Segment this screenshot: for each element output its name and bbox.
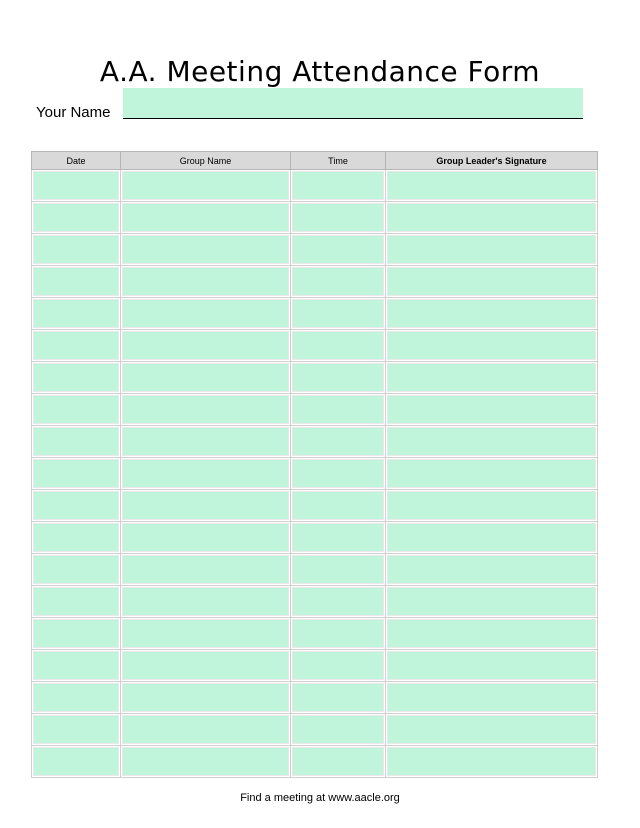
table-row bbox=[32, 746, 598, 778]
signature-field[interactable] bbox=[387, 203, 596, 232]
table-cell bbox=[32, 202, 121, 234]
signature-field[interactable] bbox=[387, 683, 596, 712]
table-cell bbox=[121, 234, 291, 266]
table-row bbox=[32, 682, 598, 714]
time-field[interactable] bbox=[292, 235, 384, 264]
date-field[interactable] bbox=[33, 427, 119, 456]
signature-field[interactable] bbox=[387, 331, 596, 360]
footer-text: Find a meeting at www.aacle.org bbox=[240, 792, 400, 804]
time-field[interactable] bbox=[292, 683, 384, 712]
table-cell bbox=[291, 394, 386, 426]
date-field[interactable] bbox=[33, 619, 119, 648]
table-cell bbox=[386, 394, 598, 426]
signature-field[interactable] bbox=[387, 267, 596, 296]
table-row bbox=[32, 170, 598, 202]
table-cell bbox=[291, 714, 386, 746]
table-cell bbox=[121, 746, 291, 778]
your-name-label: Your Name bbox=[36, 104, 111, 121]
time-field[interactable] bbox=[292, 427, 384, 456]
table-cell bbox=[32, 298, 121, 330]
table-cell bbox=[32, 426, 121, 458]
table-cell bbox=[32, 234, 121, 266]
table-cell bbox=[121, 362, 291, 394]
group-name-field[interactable] bbox=[122, 427, 289, 456]
group-name-field[interactable] bbox=[122, 267, 289, 296]
signature-field[interactable] bbox=[387, 747, 596, 776]
table-cell bbox=[121, 458, 291, 490]
table-cell bbox=[121, 266, 291, 298]
table-cell bbox=[121, 426, 291, 458]
table-cell bbox=[386, 266, 598, 298]
table-cell bbox=[291, 362, 386, 394]
table-cell bbox=[291, 330, 386, 362]
your-name-field[interactable] bbox=[123, 88, 583, 119]
table-cell bbox=[32, 170, 121, 202]
table-cell bbox=[32, 330, 121, 362]
date-field[interactable] bbox=[33, 267, 119, 296]
time-field[interactable] bbox=[292, 619, 384, 648]
signature-field[interactable] bbox=[387, 555, 596, 584]
table-cell bbox=[121, 170, 291, 202]
date-field[interactable] bbox=[33, 651, 119, 680]
table-cell bbox=[32, 362, 121, 394]
table-cell bbox=[32, 650, 121, 682]
time-field[interactable] bbox=[292, 171, 384, 200]
date-field[interactable] bbox=[33, 523, 119, 552]
table-cell bbox=[121, 554, 291, 586]
signature-field[interactable] bbox=[387, 715, 596, 744]
table-cell bbox=[121, 490, 291, 522]
table-row bbox=[32, 234, 598, 266]
group-name-field[interactable] bbox=[122, 491, 289, 520]
date-field[interactable] bbox=[33, 203, 119, 232]
group-name-field[interactable] bbox=[122, 171, 289, 200]
table-cell bbox=[291, 746, 386, 778]
table-cell bbox=[386, 586, 598, 618]
date-field[interactable] bbox=[33, 331, 119, 360]
column-header-group-name: Group Name bbox=[121, 152, 291, 170]
time-field[interactable] bbox=[292, 363, 384, 392]
group-name-field[interactable] bbox=[122, 299, 289, 328]
table-row bbox=[32, 362, 598, 394]
date-field[interactable] bbox=[33, 235, 119, 264]
signature-field[interactable] bbox=[387, 619, 596, 648]
time-field[interactable] bbox=[292, 267, 384, 296]
table-cell bbox=[121, 330, 291, 362]
table-cell bbox=[121, 586, 291, 618]
time-field[interactable] bbox=[292, 395, 384, 424]
signature-field[interactable] bbox=[387, 523, 596, 552]
signature-field[interactable] bbox=[387, 491, 596, 520]
signature-field[interactable] bbox=[387, 427, 596, 456]
table-cell bbox=[386, 650, 598, 682]
table-cell bbox=[386, 298, 598, 330]
group-name-field[interactable] bbox=[122, 203, 289, 232]
page-title: A.A. Meeting Attendance Form bbox=[99, 55, 541, 88]
table-cell bbox=[291, 234, 386, 266]
table-cell bbox=[32, 490, 121, 522]
table-cell bbox=[291, 426, 386, 458]
date-field[interactable] bbox=[33, 395, 119, 424]
table-cell bbox=[32, 554, 121, 586]
date-field[interactable] bbox=[33, 683, 119, 712]
time-field[interactable] bbox=[292, 523, 384, 552]
table-cell bbox=[291, 650, 386, 682]
table-row bbox=[32, 298, 598, 330]
table-cell bbox=[386, 202, 598, 234]
signature-field[interactable] bbox=[387, 299, 596, 328]
table-row bbox=[32, 650, 598, 682]
signature-field[interactable] bbox=[387, 651, 596, 680]
table-cell bbox=[121, 394, 291, 426]
table-cell bbox=[32, 522, 121, 554]
table-cell bbox=[291, 682, 386, 714]
table-cell bbox=[121, 298, 291, 330]
table-cell bbox=[386, 490, 598, 522]
table-cell bbox=[291, 522, 386, 554]
table-row bbox=[32, 458, 598, 490]
signature-field[interactable] bbox=[387, 363, 596, 392]
table-cell bbox=[32, 586, 121, 618]
date-field[interactable] bbox=[33, 299, 119, 328]
date-field[interactable] bbox=[33, 715, 119, 744]
table-row bbox=[32, 522, 598, 554]
table-cell bbox=[386, 170, 598, 202]
date-field[interactable] bbox=[33, 747, 119, 776]
date-field[interactable] bbox=[33, 491, 119, 520]
table-cell bbox=[291, 490, 386, 522]
table-cell bbox=[32, 618, 121, 650]
time-field[interactable] bbox=[292, 587, 384, 616]
time-field[interactable] bbox=[292, 715, 384, 744]
table-row bbox=[32, 586, 598, 618]
group-name-field[interactable] bbox=[122, 459, 289, 488]
signature-field[interactable] bbox=[387, 235, 596, 264]
table-cell bbox=[121, 618, 291, 650]
table-cell bbox=[32, 682, 121, 714]
table-row bbox=[32, 554, 598, 586]
time-field[interactable] bbox=[292, 651, 384, 680]
group-name-field[interactable] bbox=[122, 683, 289, 712]
time-field[interactable] bbox=[292, 747, 384, 776]
group-name-field[interactable] bbox=[122, 651, 289, 680]
group-name-field[interactable] bbox=[122, 363, 289, 392]
table-cell bbox=[32, 746, 121, 778]
table-row bbox=[32, 426, 598, 458]
table-cell bbox=[386, 746, 598, 778]
table-row bbox=[32, 490, 598, 522]
table-cell bbox=[386, 458, 598, 490]
group-name-field[interactable] bbox=[122, 331, 289, 360]
time-field[interactable] bbox=[292, 299, 384, 328]
table-cell bbox=[32, 394, 121, 426]
table-cell bbox=[386, 234, 598, 266]
attendance-table-container bbox=[31, 151, 597, 778]
table-cell bbox=[386, 522, 598, 554]
table-cell bbox=[386, 618, 598, 650]
table-cell bbox=[386, 362, 598, 394]
time-field[interactable] bbox=[292, 331, 384, 360]
time-field[interactable] bbox=[292, 491, 384, 520]
table-row bbox=[32, 394, 598, 426]
time-field[interactable] bbox=[292, 555, 384, 584]
table-cell bbox=[32, 458, 121, 490]
column-header-time: Time bbox=[291, 152, 386, 170]
group-name-field[interactable] bbox=[122, 747, 289, 776]
group-name-field[interactable] bbox=[122, 395, 289, 424]
table-cell bbox=[121, 682, 291, 714]
table-cell bbox=[121, 650, 291, 682]
table-cell bbox=[32, 714, 121, 746]
table-cell bbox=[386, 554, 598, 586]
table-cell bbox=[291, 618, 386, 650]
table-cell bbox=[291, 202, 386, 234]
table-cell bbox=[121, 202, 291, 234]
table-body bbox=[32, 170, 598, 778]
table-cell bbox=[386, 714, 598, 746]
table-cell bbox=[291, 458, 386, 490]
date-field[interactable] bbox=[33, 587, 119, 616]
signature-field[interactable] bbox=[387, 459, 596, 488]
table-row bbox=[32, 618, 598, 650]
table-row bbox=[32, 202, 598, 234]
signature-field[interactable] bbox=[387, 395, 596, 424]
group-name-field[interactable] bbox=[122, 587, 289, 616]
group-name-field[interactable] bbox=[122, 523, 289, 552]
attendance-table bbox=[31, 151, 598, 778]
date-field[interactable] bbox=[33, 459, 119, 488]
table-cell bbox=[291, 298, 386, 330]
column-header-date: Date bbox=[32, 152, 121, 170]
table-row bbox=[32, 714, 598, 746]
table-cell bbox=[32, 266, 121, 298]
table-row bbox=[32, 330, 598, 362]
group-name-field[interactable] bbox=[122, 619, 289, 648]
table-cell bbox=[291, 266, 386, 298]
table-row bbox=[32, 266, 598, 298]
group-name-field[interactable] bbox=[122, 235, 289, 264]
signature-field[interactable] bbox=[387, 587, 596, 616]
date-field[interactable] bbox=[33, 171, 119, 200]
table-cell bbox=[386, 330, 598, 362]
table-cell bbox=[291, 586, 386, 618]
table-header-row bbox=[32, 152, 598, 170]
table-cell bbox=[121, 714, 291, 746]
date-field[interactable] bbox=[33, 363, 119, 392]
table-cell bbox=[291, 554, 386, 586]
group-name-field[interactable] bbox=[122, 555, 289, 584]
table-cell bbox=[121, 522, 291, 554]
column-header-group-leader-signature: Group Leader's Signature bbox=[386, 152, 598, 170]
signature-field[interactable] bbox=[387, 171, 596, 200]
time-field[interactable] bbox=[292, 203, 384, 232]
table-cell bbox=[386, 682, 598, 714]
date-field[interactable] bbox=[33, 555, 119, 584]
time-field[interactable] bbox=[292, 459, 384, 488]
table-cell bbox=[291, 170, 386, 202]
table-cell bbox=[386, 426, 598, 458]
group-name-field[interactable] bbox=[122, 715, 289, 744]
